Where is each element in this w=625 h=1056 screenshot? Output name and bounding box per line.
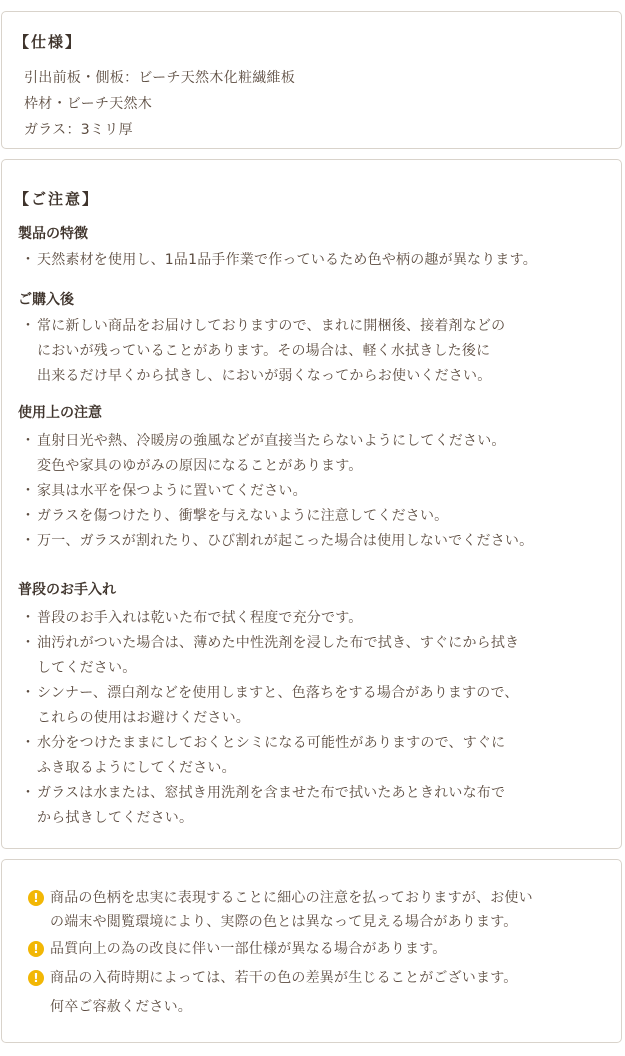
spec-item: 枠材・ビーチ天然木 <box>24 96 153 112</box>
disclaimer-line: の端末や閲覧環境により、実際の色とは異なって見える場合があります。 <box>50 914 518 930</box>
bullet: ・ <box>21 635 35 651</box>
notice-line: 水分をつけたままにしておくとシミになる可能性がありますので、すぐに <box>37 735 506 751</box>
disclaimer-line: 品質向上の為の改良に伴い一部仕様が異なる場合があります。 <box>50 941 447 957</box>
notice-line: ガラスを傷つけたり、衝撃を与えないように注意してください。 <box>37 508 449 524</box>
notice-line: 天然素材を使用し、1品1品手作業で作っているため色や柄の趣が異なります。 <box>37 252 537 268</box>
section-title-after-purchase: ご購入後 <box>18 292 74 308</box>
section-title-usage: 使用上の注意 <box>18 405 102 421</box>
notice-line: 変色や家具のゆがみの原因になることがあります。 <box>37 458 363 474</box>
spec-item: 引出前板・側板：ビーチ天然木化粧繊維板 <box>24 70 296 86</box>
bullet: ・ <box>21 785 35 801</box>
notice-line: においが残っていることがあります。その場合は、軽く水拭きした後に <box>37 343 491 359</box>
section-title-care: 普段のお手入れ <box>18 582 116 598</box>
notice-line: 油汚れがついた場合は、薄めた中性洗剤を浸した布で拭き、すぐにから拭き <box>37 635 520 651</box>
notice-line: 出来るだけ早くから拭きし、においが弱くなってからお使いください。 <box>37 368 492 384</box>
notice-heading: 【ご注意】 <box>14 190 100 208</box>
notice-line: ふき取るようにしてください。 <box>37 760 236 776</box>
section-title-features: 製品の特徴 <box>18 226 88 242</box>
notice-line: 家具は水平を保つように置いてください。 <box>37 483 307 499</box>
notice-line: ガラスは水または、窓拭き用洗剤を含ませた布で拭いたあときれいな布で <box>37 785 506 801</box>
notice-line: から拭きしてください。 <box>37 810 194 826</box>
specs-heading: 【仕様】 <box>14 33 83 51</box>
notice-line: 普段のお手入れは乾いた布で拭く程度で充分です。 <box>37 610 363 626</box>
bullet: ・ <box>21 433 35 449</box>
bullet: ・ <box>21 252 35 268</box>
bullet: ・ <box>21 483 35 499</box>
disclaimer-line: 商品の色柄を忠実に表現することに細心の注意を払っておりますが、お使い <box>50 890 533 906</box>
notice-line: してください。 <box>37 660 137 676</box>
spec-item: ガラス：3ミリ厚 <box>24 122 133 138</box>
notice-line: シンナー、漂白剤などを使用しますと、色落ちをする場合がありますので、 <box>37 685 519 701</box>
bullet: ・ <box>21 533 35 549</box>
bullet: ・ <box>21 318 35 334</box>
warning-icon: ! <box>28 941 44 957</box>
bullet: ・ <box>21 508 35 524</box>
warning-icon: ! <box>28 970 44 986</box>
bullet: ・ <box>21 610 35 626</box>
bullet: ・ <box>21 685 35 701</box>
notice-line: 常に新しい商品をお届けしておりますので、まれに開梱後、接着剤などの <box>37 318 506 334</box>
notice-line: 万一、ガラスが割れたり、ひび割れが起こった場合は使用しないでください。 <box>37 533 534 549</box>
disclaimer-line: 何卒ご容赦ください。 <box>50 999 192 1015</box>
disclaimer-line: 商品の入荷時期によっては、若干の色の差異が生じることがございます。 <box>50 970 518 986</box>
warning-icon: ! <box>28 890 44 906</box>
bullet: ・ <box>21 735 35 751</box>
notice-line: 直射日光や熱、冷暖房の強風などが直接当たらないようにしてください。 <box>37 433 506 449</box>
notice-line: これらの使用はお避けください。 <box>37 710 250 726</box>
